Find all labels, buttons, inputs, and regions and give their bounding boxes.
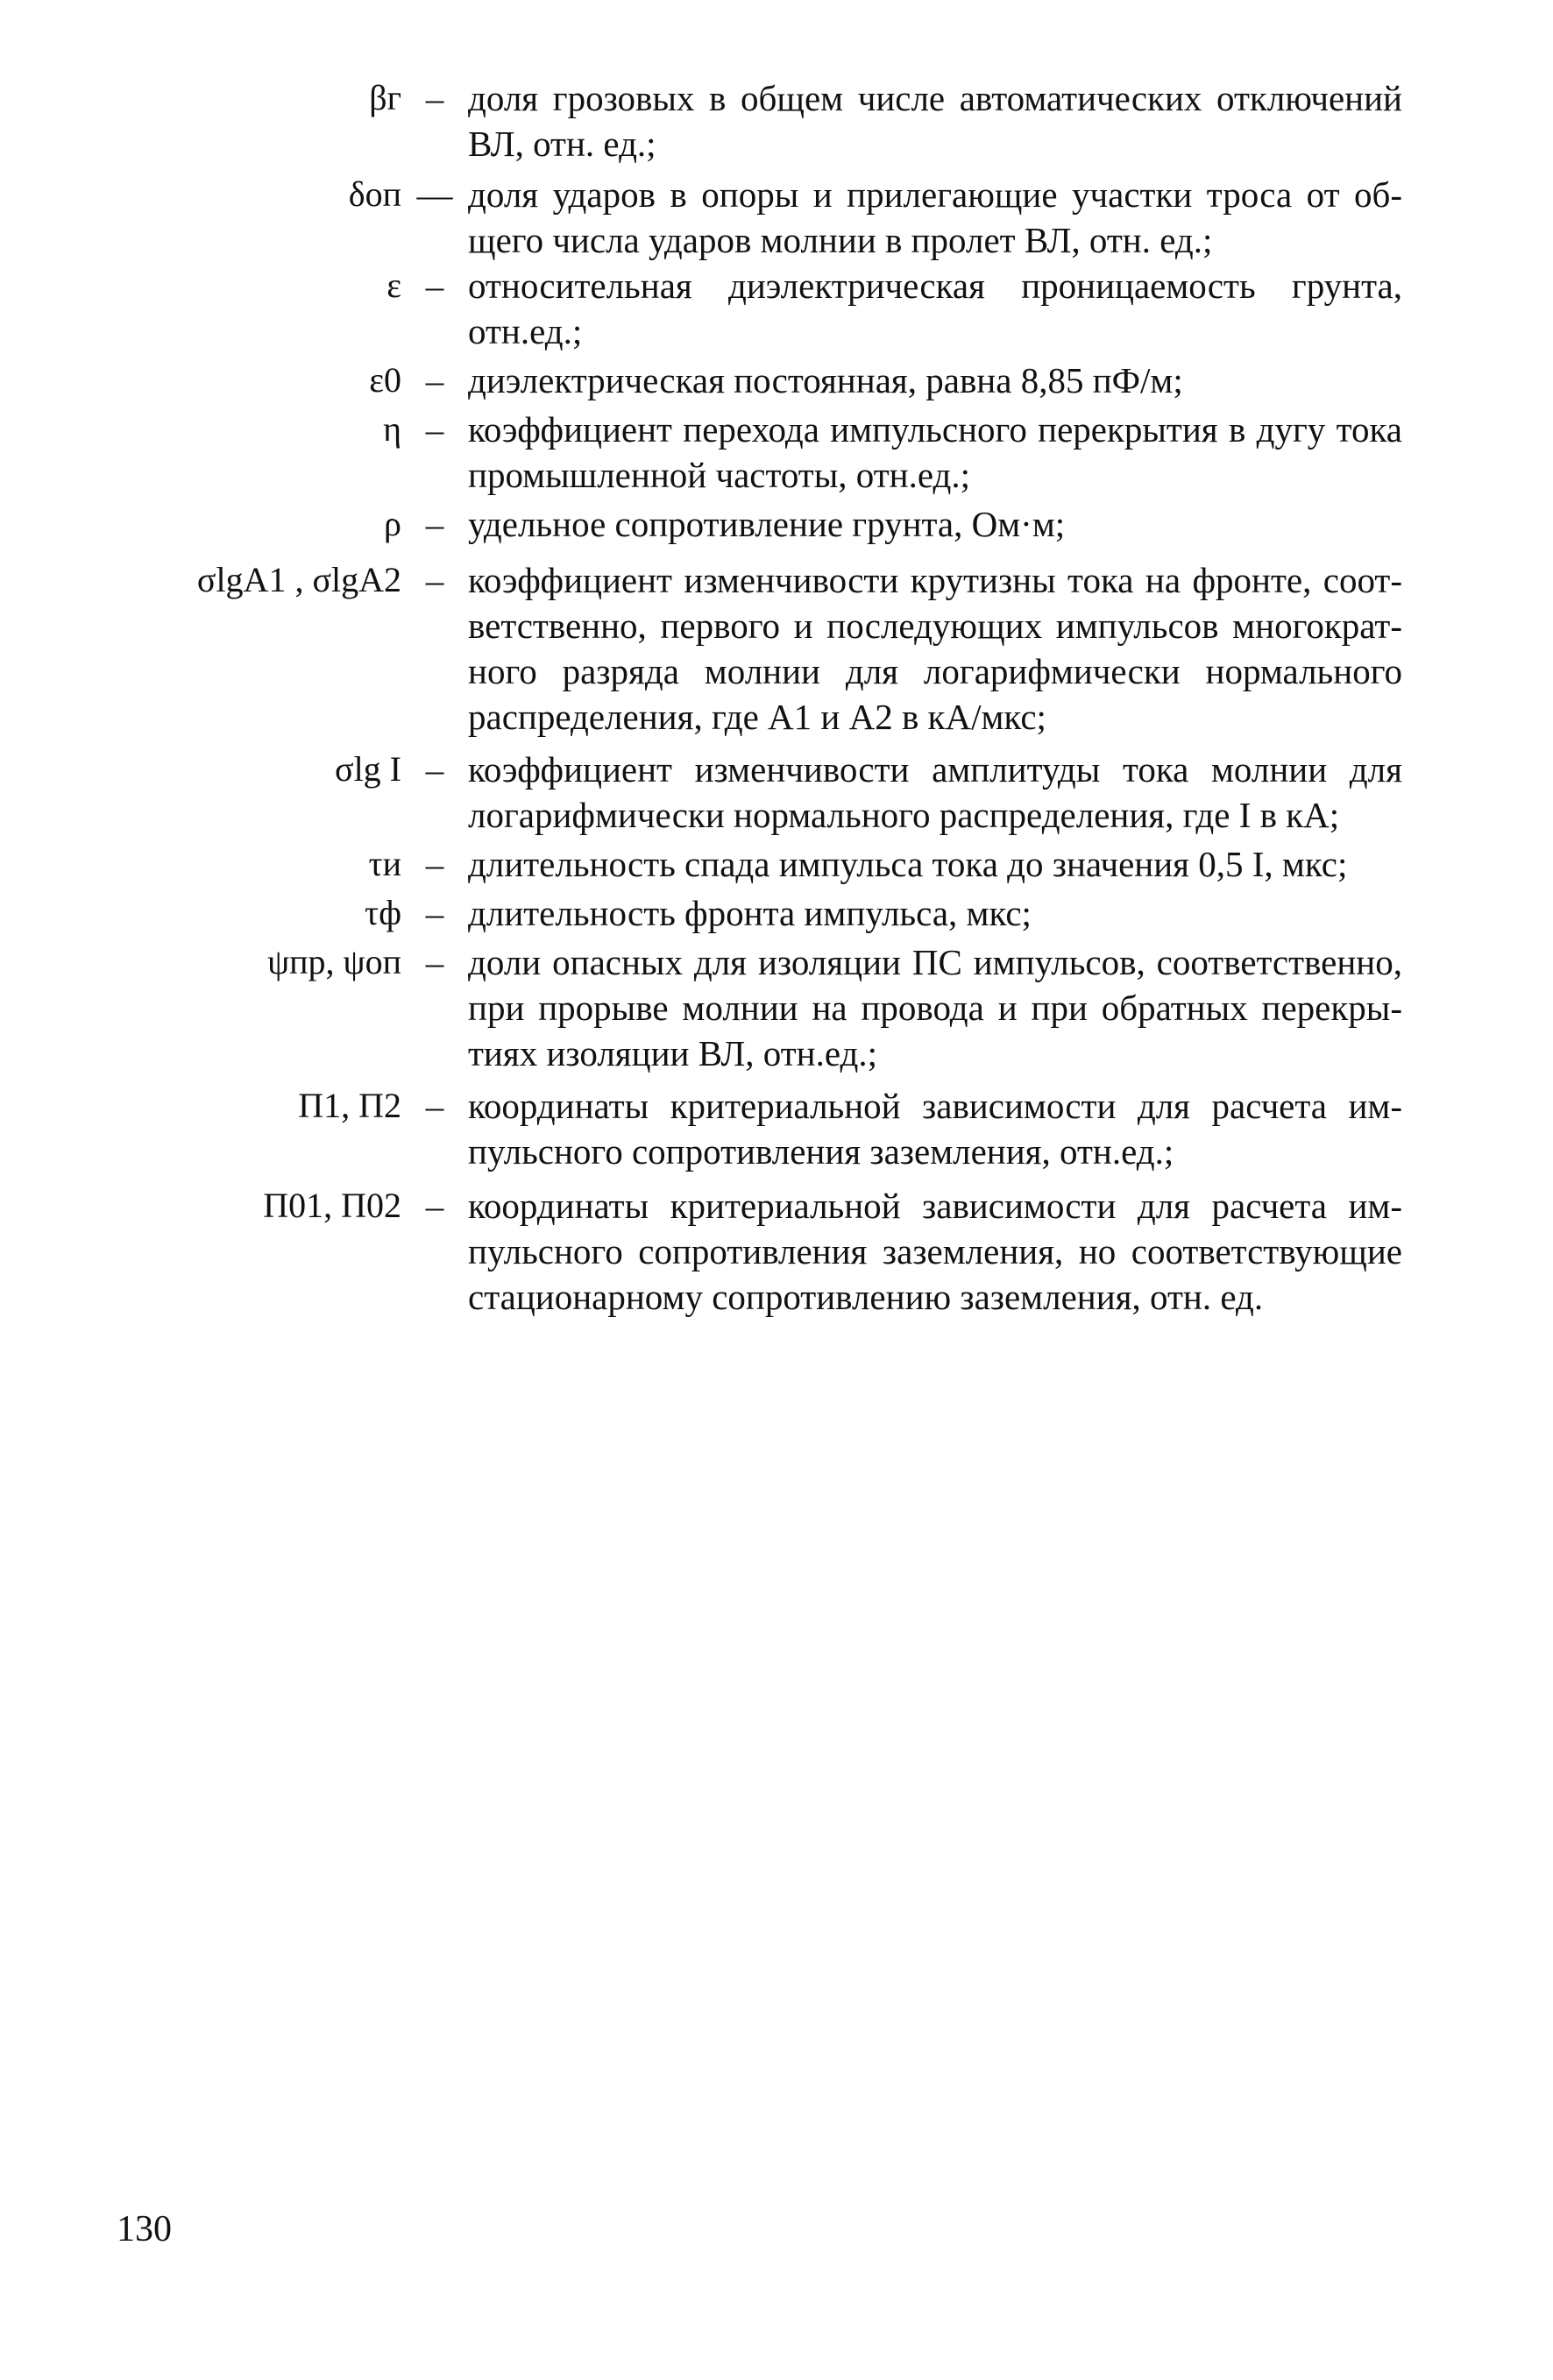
dash-separator: –: [425, 78, 444, 118]
definition-line: длительность фронта импульса, мкс;: [468, 893, 1032, 933]
definition-line: относительная диэлектрическая проницаемость грунта, отн.ед.;: [468, 266, 1402, 351]
symbol: τи: [368, 844, 401, 883]
definition-line: длительность спада импульса тока до значения 0,5 I, мкс;: [468, 844, 1348, 884]
dash-separator: –: [425, 504, 444, 544]
definition-text: [468, 890, 1402, 936]
definition-entry: [193, 747, 1402, 838]
definition-text: [468, 1183, 1402, 1320]
definition-entry: [193, 263, 1402, 354]
definition-line: доля грозовых в общем числе автоматических отключений: [468, 78, 1402, 118]
definition-line: распределения, где A1 и A2 в кА/мкс;: [468, 697, 1046, 737]
definition-entry: [193, 939, 1402, 1076]
definition-line: удельное сопротивление грунта, Ом·м;: [468, 504, 1066, 544]
definition-line: тиях изоляции ВЛ, отн.ед.;: [468, 1033, 878, 1073]
dash-separator: –: [425, 893, 444, 933]
definition-text: [468, 172, 1402, 263]
definition-entry: [193, 1083, 1402, 1174]
dash-separator: –: [425, 844, 444, 884]
definition-text: [468, 263, 1402, 354]
definition-entry: [193, 890, 1402, 936]
definition-line: ВЛ, отн. ед.;: [468, 124, 656, 164]
dash-separator: –: [425, 360, 444, 400]
definition-line: доля ударов в опоры и прилегающие участки троса от об-: [468, 174, 1402, 215]
symbol: П01, П02: [263, 1186, 401, 1225]
definition-entry: [193, 1183, 1402, 1320]
definition-entry: [193, 841, 1402, 887]
definition-text: [468, 75, 1402, 166]
definition-line: ветственно, первого и последующих импульсов многократ-: [468, 606, 1402, 646]
definition-line: координаты критериальной зависимости для расчета им-: [468, 1186, 1402, 1226]
definition-line: щего числа ударов молнии в пролет ВЛ, отн. ед.;: [468, 220, 1213, 260]
definition-text: [468, 747, 1402, 838]
dash-separator: –: [425, 749, 444, 790]
definition-entry: [193, 172, 1402, 263]
definition-line: стационарному сопротивлению заземления, отн. ед.: [468, 1277, 1264, 1317]
definition-entry: [193, 75, 1402, 166]
definition-text: [468, 407, 1402, 498]
symbol: η: [383, 409, 401, 449]
definition-line: логарифмически нормального распределения, где I в кА;: [468, 795, 1340, 835]
symbol: βг: [369, 78, 401, 117]
definition-entry: [193, 407, 1402, 498]
definition-text: [468, 1083, 1402, 1174]
definition-line: диэлектрическая постоянная, равна 8,85 пФ/м;: [468, 360, 1183, 400]
symbol: ρ: [384, 504, 401, 543]
symbol: σlgA1 , σlgA2: [196, 560, 401, 599]
definition-line: доли опасных для изоляции ПС импульсов, соответственно,: [468, 942, 1402, 982]
dash-separator: –: [425, 942, 444, 982]
dash-separator: –: [425, 1086, 444, 1126]
definition-line: коэффициент изменчивости амплитуды тока молнии для: [468, 749, 1402, 790]
definition-text: [468, 501, 1402, 547]
definition-text: [468, 939, 1402, 1076]
definition-entry: [193, 358, 1402, 403]
dash-separator: —: [416, 174, 453, 215]
definition-line: промышленной частоты, отн.ед.;: [468, 455, 970, 495]
dash-separator: –: [425, 1186, 444, 1226]
definition-text: [468, 841, 1402, 887]
symbol: ε: [386, 266, 401, 305]
page-number: 130: [117, 2209, 172, 2249]
dash-separator: –: [425, 266, 444, 306]
definition-line: коэффициент изменчивости крутизны тока на фронте, соот-: [468, 560, 1402, 600]
definition-entry: [193, 501, 1402, 547]
definition-text: [468, 557, 1402, 740]
definition-text: [468, 358, 1402, 403]
symbol: П1, П2: [298, 1086, 401, 1125]
symbol: ψпр, ψоп: [267, 942, 401, 981]
symbol: ε0: [369, 360, 401, 400]
symbol: τф: [365, 893, 401, 932]
definition-line: ного разряда молнии для логарифмически нормального: [468, 651, 1402, 691]
dash-separator: –: [425, 560, 444, 600]
definition-line: координаты критериальной зависимости для расчета им-: [468, 1086, 1402, 1126]
definition-line: пульсного сопротивления заземления, но соответствующие: [468, 1231, 1402, 1271]
symbol: σlg I: [335, 749, 401, 789]
symbol-definition-list: [193, 75, 1402, 1320]
definition-entry: [193, 557, 1402, 740]
dash-separator: –: [425, 409, 444, 450]
definition-line: коэффициент перехода импульсного перекрытия в дугу тока: [468, 409, 1402, 450]
symbol: δоп: [348, 174, 401, 214]
definition-line: при прорыве молнии на провода и при обратных перекры-: [468, 988, 1402, 1028]
definition-line: пульсного сопротивления заземления, отн.ед.;: [468, 1131, 1174, 1172]
